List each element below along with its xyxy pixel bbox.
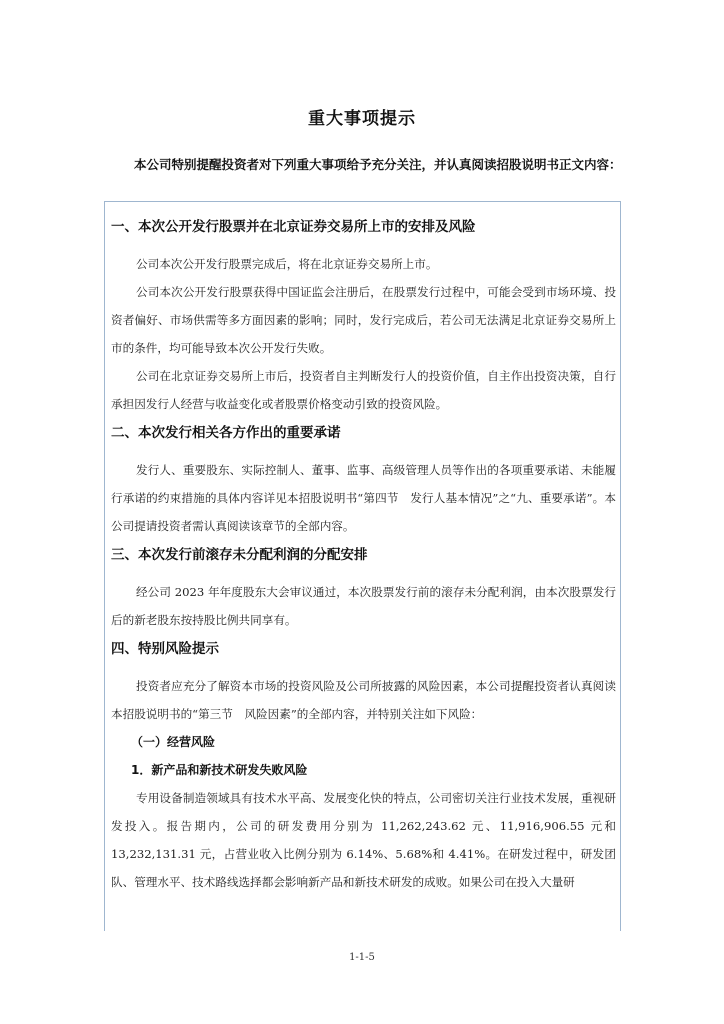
section-4-heading: 四、特别风险提示 bbox=[111, 641, 219, 657]
section-4-rd-paragraph: 专用设备制造领域具有技术水平高、发展变化快的特点，公司密切关注行业技术发展，重视研发投入。报告期内，公司的研发费用分别为 11,262,243.62 元、11,916,906.55 元和13,232,131.31 元，占营业收入比例分别为 6.14%、5.68%和 4.41%。在研发过程中，研发团队、管理水平、技术路线选择都会影响新产品和新技术研发的成败。如果公司在投入大量研 bbox=[111, 791, 616, 889]
section-4-paragraph: 投资者应充分了解资本市场的投资风险及公司所披露的风险因素，本公司提醒投资者认真阅读本招股说明书的“第三节 风险因素”的全部内容，并特别关注如下风险： bbox=[111, 679, 616, 721]
intro-paragraph: 本公司特别提醒投资者对下列重大事项给予充分关注，并认真阅读招股说明书正文内容： bbox=[134, 157, 622, 172]
section-2-paragraph: 发行人、重要股东、实际控制人、董事、监事、高级管理人员等作出的各项重要承诺、未能履行承诺的约束措施的具体内容详见本招股说明书“第四节 发行人基本情况”之“九、重要承诺”。本公司提请投资者需认真阅读该章节的全部内容。 bbox=[111, 463, 616, 533]
section-3-heading: 三、本次发行前滚存未分配利润的分配安排 bbox=[111, 547, 368, 563]
notice-box bbox=[104, 201, 621, 931]
section-1-paragraph: 公司本次公开发行股票完成后，将在北京证券交易所上市。 bbox=[136, 257, 438, 271]
subheading-rd-failure-risk: 1．新产品和新技术研发失败风险 bbox=[131, 763, 308, 777]
section-1-paragraph: 公司本次公开发行股票获得中国证监会注册后，在股票发行过程中，可能会受到市场环境、投资者偏好、市场供需等多方面因素的影响；同时，发行完成后，若公司无法满足北京证券交易所上市的条件，均可能导致本次公开发行失败。 bbox=[111, 285, 616, 355]
subheading-operating-risk: （一）经营风险 bbox=[131, 735, 216, 749]
section-3-paragraph: 经公司 2023 年年度股东大会审议通过，本次股票发行前的滚存未分配利润，由本次股票发行后的新老股东按持股比例共同享有。 bbox=[111, 585, 616, 627]
section-1-paragraph: 公司在北京证券交易所上市后，投资者自主判断发行人的投资价值，自主作出投资决策，自行承担因发行人经营与收益变化或者股票价格变动引致的投资风险。 bbox=[111, 369, 616, 411]
page-number: 1-1-5 bbox=[349, 952, 375, 963]
section-2-heading: 二、本次发行相关各方作出的重要承诺 bbox=[111, 425, 341, 441]
page-title: 重大事项提示 bbox=[308, 109, 416, 129]
section-1-heading: 一、本次公开发行股票并在北京证券交易所上市的安排及风险 bbox=[111, 219, 476, 235]
